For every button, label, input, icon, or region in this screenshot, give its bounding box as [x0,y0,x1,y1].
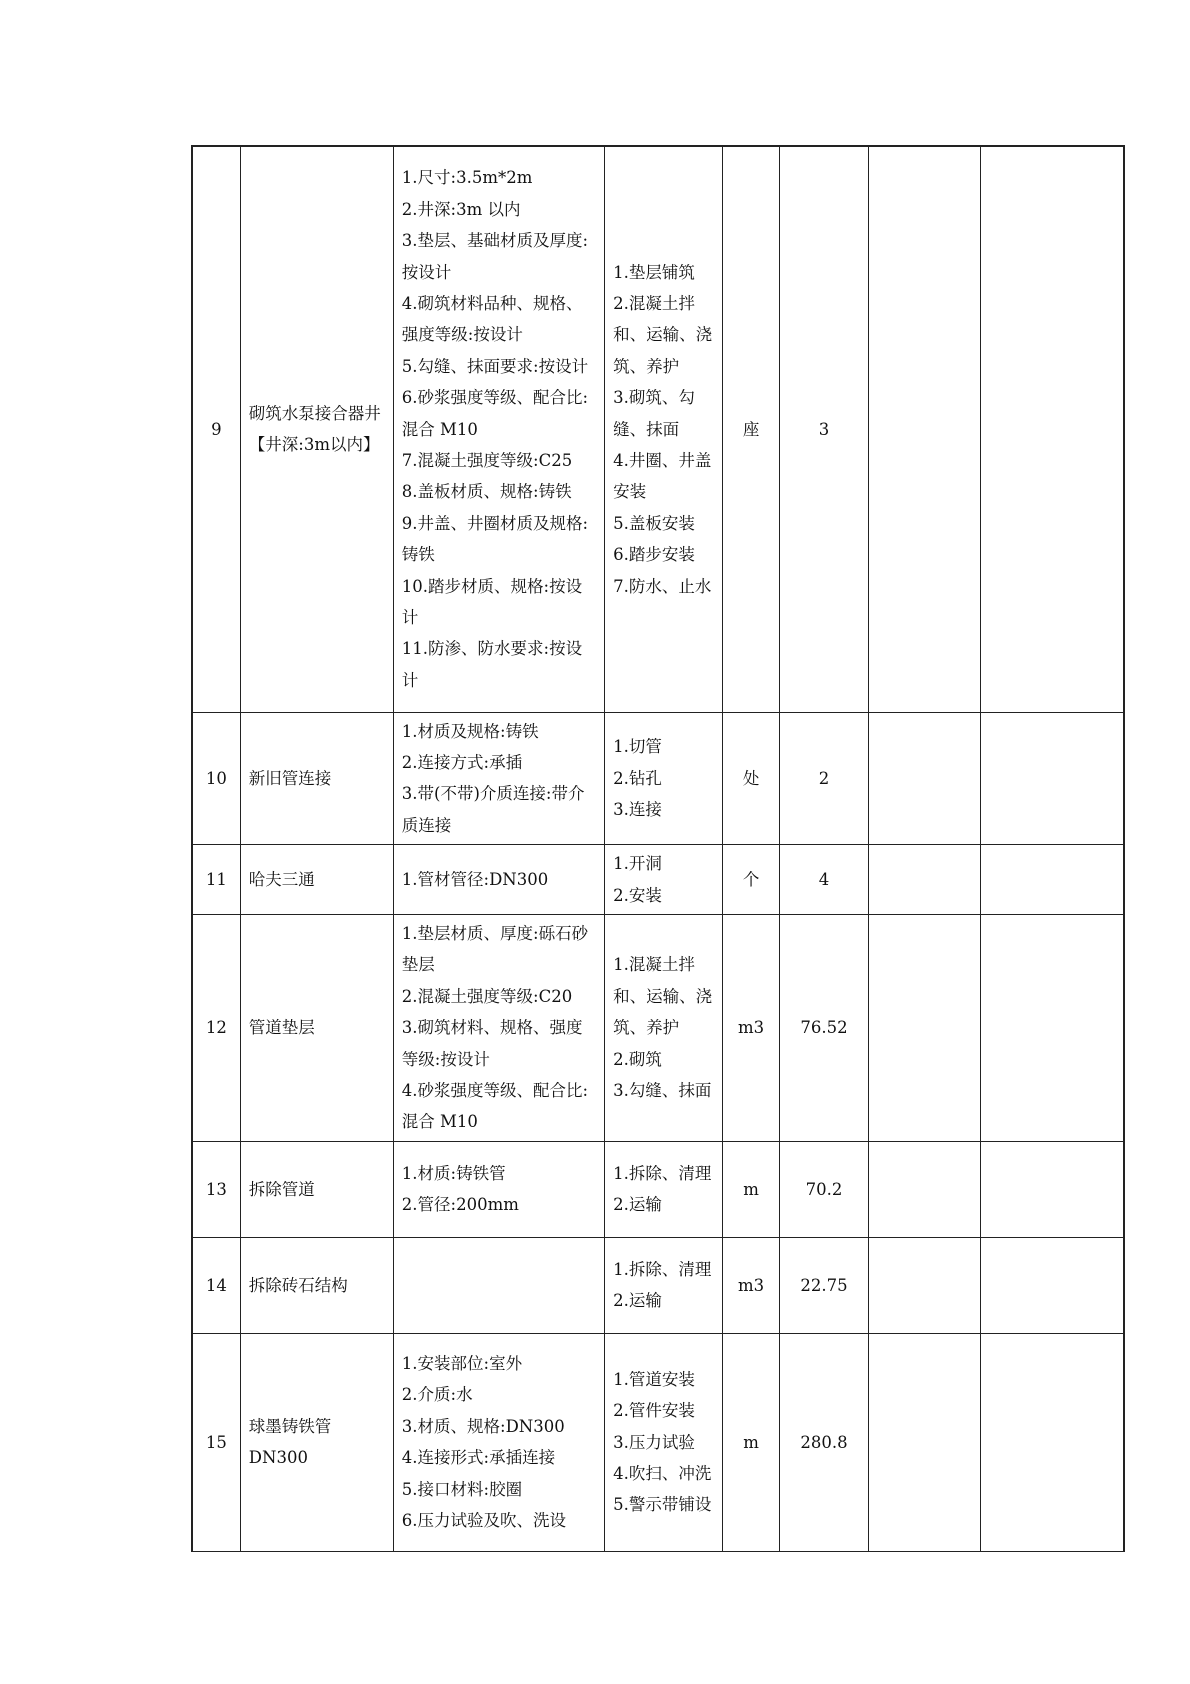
unit-price-cell [868,1237,980,1333]
item-name-cell [240,914,393,1141]
feature-line: 8.盖板材质、规格:铸铁 [401,482,572,502]
item-name: 管道垫层 [248,1018,315,1038]
unit-price-cell [868,146,980,712]
work-content-cell [605,845,723,915]
quantity-cell: 70.2 [780,1141,869,1237]
item-number-cell: 11 [192,845,240,915]
feature-line: 11.防渗、防水要求:按设计 [401,639,583,690]
item-name-cell [240,712,393,845]
work-content-cell [605,1237,723,1333]
feature-line: 4.连接形式:承插连接 [401,1448,556,1468]
work-line: 1.切管 [613,737,662,757]
feature-line: 9.井盖、井圈材质及规格:铸铁 [401,513,589,565]
unit-cell: m3 [722,1237,779,1333]
feature-line: 3.砌筑材料、规格、强度等级:按设计 [401,1018,583,1069]
work-line: 1.垫层铺筑 [613,262,695,282]
feature-line: 3.材质、规格:DN300 [401,1416,565,1436]
feature-line: 10.踏步材质、规格:按设计 [401,576,583,627]
work-line: 5.警示带铺设 [613,1495,712,1515]
unit-price-cell [868,1333,980,1551]
item-number-cell: 12 [192,914,240,1141]
feature-line: 2.连接方式:承插 [401,752,523,772]
feature-line: 1.垫层材质、厚度:砾石砂垫层 [401,923,589,975]
work-line: 5.盖板安装 [613,513,695,533]
item-name: 拆除砖石结构 [248,1275,348,1295]
item-name-cell [240,1141,393,1237]
total-price-cell [980,845,1124,915]
total-price-cell [980,1237,1124,1333]
table-row [192,914,1124,1141]
feature-line: 6.压力试验及吹、洗设 [401,1511,567,1531]
item-features-cell [393,146,604,712]
work-line: 1.管道安装 [613,1369,695,1389]
item-number-cell: 15 [192,1333,240,1551]
item-name: 拆除管道 [248,1179,315,1199]
feature-line: 3.带(不带)介质连接:带介质连接 [401,784,585,835]
work-line: 2.砌筑 [613,1049,662,1069]
quantity-cell: 4 [780,845,869,915]
feature-line: 2.管径:200mm [401,1195,519,1215]
item-number-cell: 14 [192,1237,240,1333]
item-features-cell [393,914,604,1141]
item-number-cell: 13 [192,1141,240,1237]
feature-line: 1.材质:铸铁管 [401,1163,506,1183]
feature-line: 1.尺寸:3.5m*2m [401,168,533,188]
work-line: 2.运输 [613,1195,662,1215]
item-name-cell [240,1237,393,1333]
total-price-cell [980,146,1124,712]
work-line: 4.井圈、井盖安装 [613,450,712,502]
work-line: 3.连接 [613,800,662,820]
work-line: 4.吹扫、冲洗 [613,1463,712,1483]
quantity-cell: 76.52 [780,914,869,1141]
work-line: 1.混凝土拌和、运输、浇筑、养护 [613,955,713,1038]
feature-line: 3.垫层、基础材质及厚度:按设计 [401,231,589,282]
work-line: 3.压力试验 [613,1432,695,1452]
quantity-cell: 280.8 [780,1333,869,1551]
item-features-cell [393,1141,604,1237]
item-name-cell [240,1333,393,1551]
item-name: 砌筑水泵接合器井【井深:3m以内】 [248,403,381,455]
table-row [192,1333,1124,1551]
work-line: 2.运输 [613,1291,662,1311]
feature-line: 4.砂浆强度等级、配合比:混合 M10 [401,1080,589,1132]
feature-line: 7.混凝土强度等级:C25 [401,450,573,470]
unit-cell: 座 [722,146,779,712]
total-price-cell [980,1141,1124,1237]
feature-line: 6.砂浆强度等级、配合比:混合 M10 [401,388,589,439]
work-content-cell [605,914,723,1141]
table-row [192,845,1124,915]
unit-price-cell [868,914,980,1141]
work-line: 2.安装 [613,885,662,905]
unit-cell: m3 [722,914,779,1141]
work-line: 1.拆除、清理 [613,1259,712,1279]
work-line: 2.混凝土拌和、运输、浇筑、养护 [613,293,713,376]
unit-cell: 处 [722,712,779,845]
unit-price-cell [868,845,980,915]
total-price-cell [980,712,1124,845]
item-name: 新旧管连接 [248,768,332,788]
unit-cell: 个 [722,845,779,915]
feature-line: 5.接口材料:胶圈 [401,1479,523,1499]
work-line: 6.踏步安装 [613,545,695,565]
work-content-cell [605,1141,723,1237]
table-row [192,1141,1124,1237]
item-name: 球墨铸铁管DN300 [248,1416,332,1468]
work-content-cell [605,1333,723,1551]
feature-line: 2.井深:3m 以内 [401,199,521,219]
feature-line: 1.安装部位:室外 [401,1354,523,1374]
quantity-cell: 22.75 [780,1237,869,1333]
feature-line: 4.砌筑材料品种、规格、强度等级:按设计 [401,293,583,345]
feature-line: 2.混凝土强度等级:C20 [401,986,573,1006]
table-row [192,712,1124,845]
work-line: 1.开洞 [613,854,662,874]
item-number-cell: 9 [192,146,240,712]
unit-price-cell [868,712,980,845]
unit-cell: m [722,1333,779,1551]
quantity-cell: 2 [780,712,869,845]
work-line: 1.拆除、清理 [613,1163,712,1183]
item-name-cell [240,845,393,915]
unit-price-cell [868,1141,980,1237]
item-features-cell [393,1237,604,1333]
work-line: 2.钻孔 [613,768,662,788]
item-features-cell [393,1333,604,1551]
item-name: 哈夫三通 [248,869,315,889]
table-body [192,146,1124,1551]
feature-line: 1.材质及规格:铸铁 [401,721,539,741]
table-row [192,146,1124,712]
work-line: 3.勾缝、抹面 [613,1080,712,1100]
total-price-cell [980,1333,1124,1551]
item-features-cell [393,712,604,845]
work-line: 7.防水、止水 [613,576,712,596]
feature-line: 5.勾缝、抹面要求:按设计 [401,356,589,376]
table-row [192,1237,1124,1333]
feature-line: 2.介质:水 [401,1385,473,1405]
unit-cell: m [722,1141,779,1237]
bill-of-quantities-table [191,145,1125,1552]
item-name-cell [240,146,393,712]
work-line: 3.砌筑、勾缝、抹面 [613,388,695,439]
work-line: 2.管件安装 [613,1401,695,1421]
quantity-cell: 3 [780,146,869,712]
feature-line: 1.管材管径:DN300 [401,869,549,889]
total-price-cell [980,914,1124,1141]
work-content-cell [605,712,723,845]
item-features-cell [393,845,604,915]
item-number-cell: 10 [192,712,240,845]
work-content-cell [605,146,723,712]
